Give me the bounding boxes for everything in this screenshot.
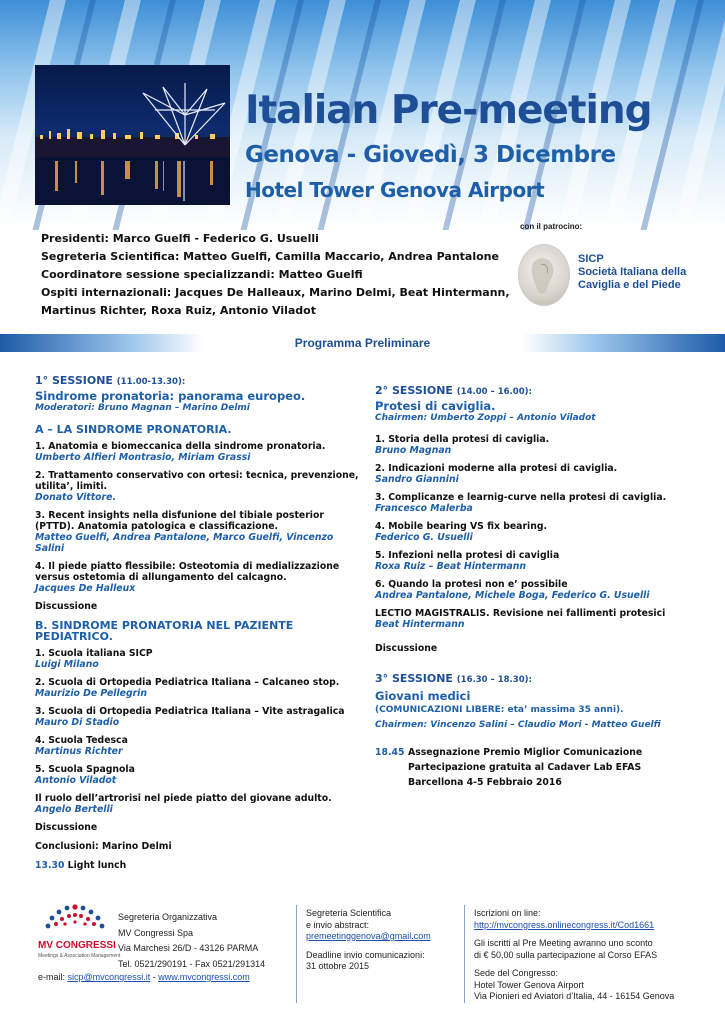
sicp-logo-icon — [518, 244, 570, 306]
award-block: 18.45 Assegnazione Premio Miglior Comunicazione Partecipazione gratuita al Cadaver Lab EFAS Barcellona 4-5 Febbraio 2016 — [375, 747, 643, 788]
patrocinio-label: con il patrocino: — [520, 222, 583, 231]
list-item: 3. Recent insights nella disfunione del tibiale posterior (PTTD). Anatomia patologica e classificazione. Matteo Guelfi, Andrea Pantalone, Marco Guelfi, Vincenzo Salini — [35, 510, 334, 554]
list-item: 4. Mobile bearing VS fix bearing. Federico G. Usuelli — [375, 521, 548, 543]
list-item: LECTIO MAGISTRALIS. Revisione nei fallimenti protesici Beat Hintermann — [375, 608, 666, 630]
contact-links: e-mail: sicp@mvcongressi.it - www.mvcongressi.com — [38, 972, 250, 982]
registration-info: Iscrizioni on line: http://mvcongress.onlinecongress.it/Cod1661 Gli iscritti al Pre Meeting avranno uno sconto di € 50,00 sulla partecipazione al Corso EFAS Sede del Congresso: Hotel Tower Genova Airport Via Pionieri ed Aviatori d’Italia, 44 - 16154 Genova — [474, 908, 675, 1001]
lunch-row: 13.30 Light lunch — [35, 860, 127, 871]
credits-line: Ospiti internazionali: Jacques De Halleaux, Marino Delmi, Beat Hintermann, — [41, 286, 510, 299]
registration-link[interactable]: http://mvcongress.onlinecongress.it/Cod1661 — [474, 919, 655, 930]
email-link[interactable]: sicp@mvcongressi.it — [67, 972, 151, 982]
session-3-topic: Giovani medici — [375, 689, 471, 703]
list-item: Il ruolo dell’artrorisi nel piede piatto del giovane adulto. Angelo Bertelli — [35, 793, 332, 815]
session-2-chairmen: Chairmen: Umberto Zoppi – Antonio Viladot — [375, 413, 596, 423]
session-3-heading: 3° SESSIONE (16.30 – 18.30): — [375, 672, 532, 685]
list-item: 4. Scuola Tedesca Martinus Richter — [35, 735, 128, 757]
list-item: 4. Il piede piatto flessibile: Osteotomia di medializzazione versus ostetomia di allungamento del calcagno. Jacques De Halleux — [35, 561, 340, 594]
footer-divider — [464, 905, 465, 1003]
session-2-topic: Protesi di caviglia. — [375, 399, 496, 413]
genova-harbour-photo — [35, 65, 230, 205]
list-item: 1. Storia della protesi di caviglia. Bruno Magnan — [375, 434, 550, 456]
session-1-heading: 1° SESSIONE (11.00-13.30): — [35, 374, 186, 387]
conclusions-label: Conclusioni: Marino Delmi — [35, 841, 172, 852]
session-2-heading: 2° SESSIONE (14.00 – 16.00): — [375, 384, 532, 397]
session-1-moderators: Moderatori: Bruno Magnan – Marino Delmi — [35, 403, 250, 413]
event-venue: Hotel Tower Genova Airport — [245, 178, 545, 202]
session-1-column — [35, 374, 360, 879]
session-3-note: (COMUNICAZIONI LIBERE: eta’ massima 35 anni). — [375, 705, 624, 715]
credits-line: Presidenti: Marco Guelfi - Federico G. Usuelli — [41, 232, 319, 245]
scientific-secretariat: Segreteria Scientifica e invio abstract: premeetinggenova@gmail.com Deadline invio comunicazioni: 31 ottobre 2015 — [306, 908, 431, 971]
program-title: Programma Preliminare — [294, 336, 431, 350]
organizers-block — [41, 230, 510, 320]
block-a-heading: A – LA SINDROME PRONATORIA. — [35, 423, 232, 436]
mv-logo-tagline: Meetings & Association Management — [38, 953, 121, 959]
scientific-email-link[interactable]: premeetinggenova@gmail.com — [306, 931, 431, 941]
list-item: 1. Scuola italiana SICP Luigi Milano — [35, 648, 153, 670]
session-2-3-column — [375, 384, 675, 788]
credits-line: Segreteria Scientifica: Matteo Guelfi, Camilla Maccario, Andrea Pantalone — [41, 250, 499, 263]
list-item: 3. Scuola di Ortopedia Pediatrica Italiana – Vite astragalica Mauro Di Stadio — [35, 706, 345, 728]
session-1-topic: Sindrome pronatoria: panorama europeo. — [35, 389, 306, 403]
list-item: 6. Quando la protesi non e’ possibile Andrea Pantalone, Michele Boga, Federico G. Usuelli — [375, 579, 650, 601]
list-item: 5. Infezioni nella protesi di caviglia Roxa Ruiz – Beat Hintermann — [375, 550, 560, 572]
discussion-label: Discussione — [375, 643, 438, 654]
list-item: 2. Indicazioni moderne alla protesi di caviglia. Sandro Giannini — [375, 463, 618, 485]
website-link[interactable]: www.mvcongressi.com — [158, 972, 250, 982]
list-item: 2. Scuola di Ortopedia Pediatrica Italiana – Calcaneo stop. Maurizio De Pellegrin — [35, 677, 340, 699]
list-item: 2. Trattamento conservativo con ortesi: tecnica, prevenzione, utilita’, limiti. Donato Vittore. — [35, 470, 359, 503]
event-date: Genova - Giovedì, 3 Dicembre — [245, 142, 616, 168]
credits-line: Martinus Richter, Roxa Ruiz, Antonio Viladot — [41, 304, 316, 317]
footer-divider — [296, 905, 297, 1003]
list-item: 3. Complicanze e learnig-curve nella protesi di caviglia. Francesco Malerba — [375, 492, 667, 514]
page-title: Italian Pre-meeting — [245, 88, 652, 133]
list-item: 5. Scuola Spagnola Antonio Viladot — [35, 764, 135, 786]
list-item: 1. Anatomia e biomeccanica della sindrome pronatoria. Umberto Alfieri Montrasio, Miriam Grassi — [35, 441, 326, 463]
mv-logo-text: MV CONGRESSI — [38, 940, 116, 951]
discussion-label: Discussione — [35, 601, 98, 612]
session-3-chairmen: Chairmen: Vincenzo Salini – Claudio Mori - Matteo Guelfi — [375, 720, 661, 730]
sicp-name: SICP Società Italiana della Caviglia e del Piede — [578, 253, 687, 291]
organizing-secretariat: Segreteria Organizzativa MV Congressi Spa Via Marchesi 26/D - 43126 PARMA Tel. 0521/290191 - Fax 0521/291314 — [118, 912, 266, 969]
block-b-heading: B. SINDROME PRONATORIA NEL PAZIENTE PEDIATRICO. — [35, 619, 294, 643]
discussion-label: Discussione — [35, 822, 98, 833]
credits-line: Coordinatore sessione specializzandi: Matteo Guelfi — [41, 268, 363, 281]
